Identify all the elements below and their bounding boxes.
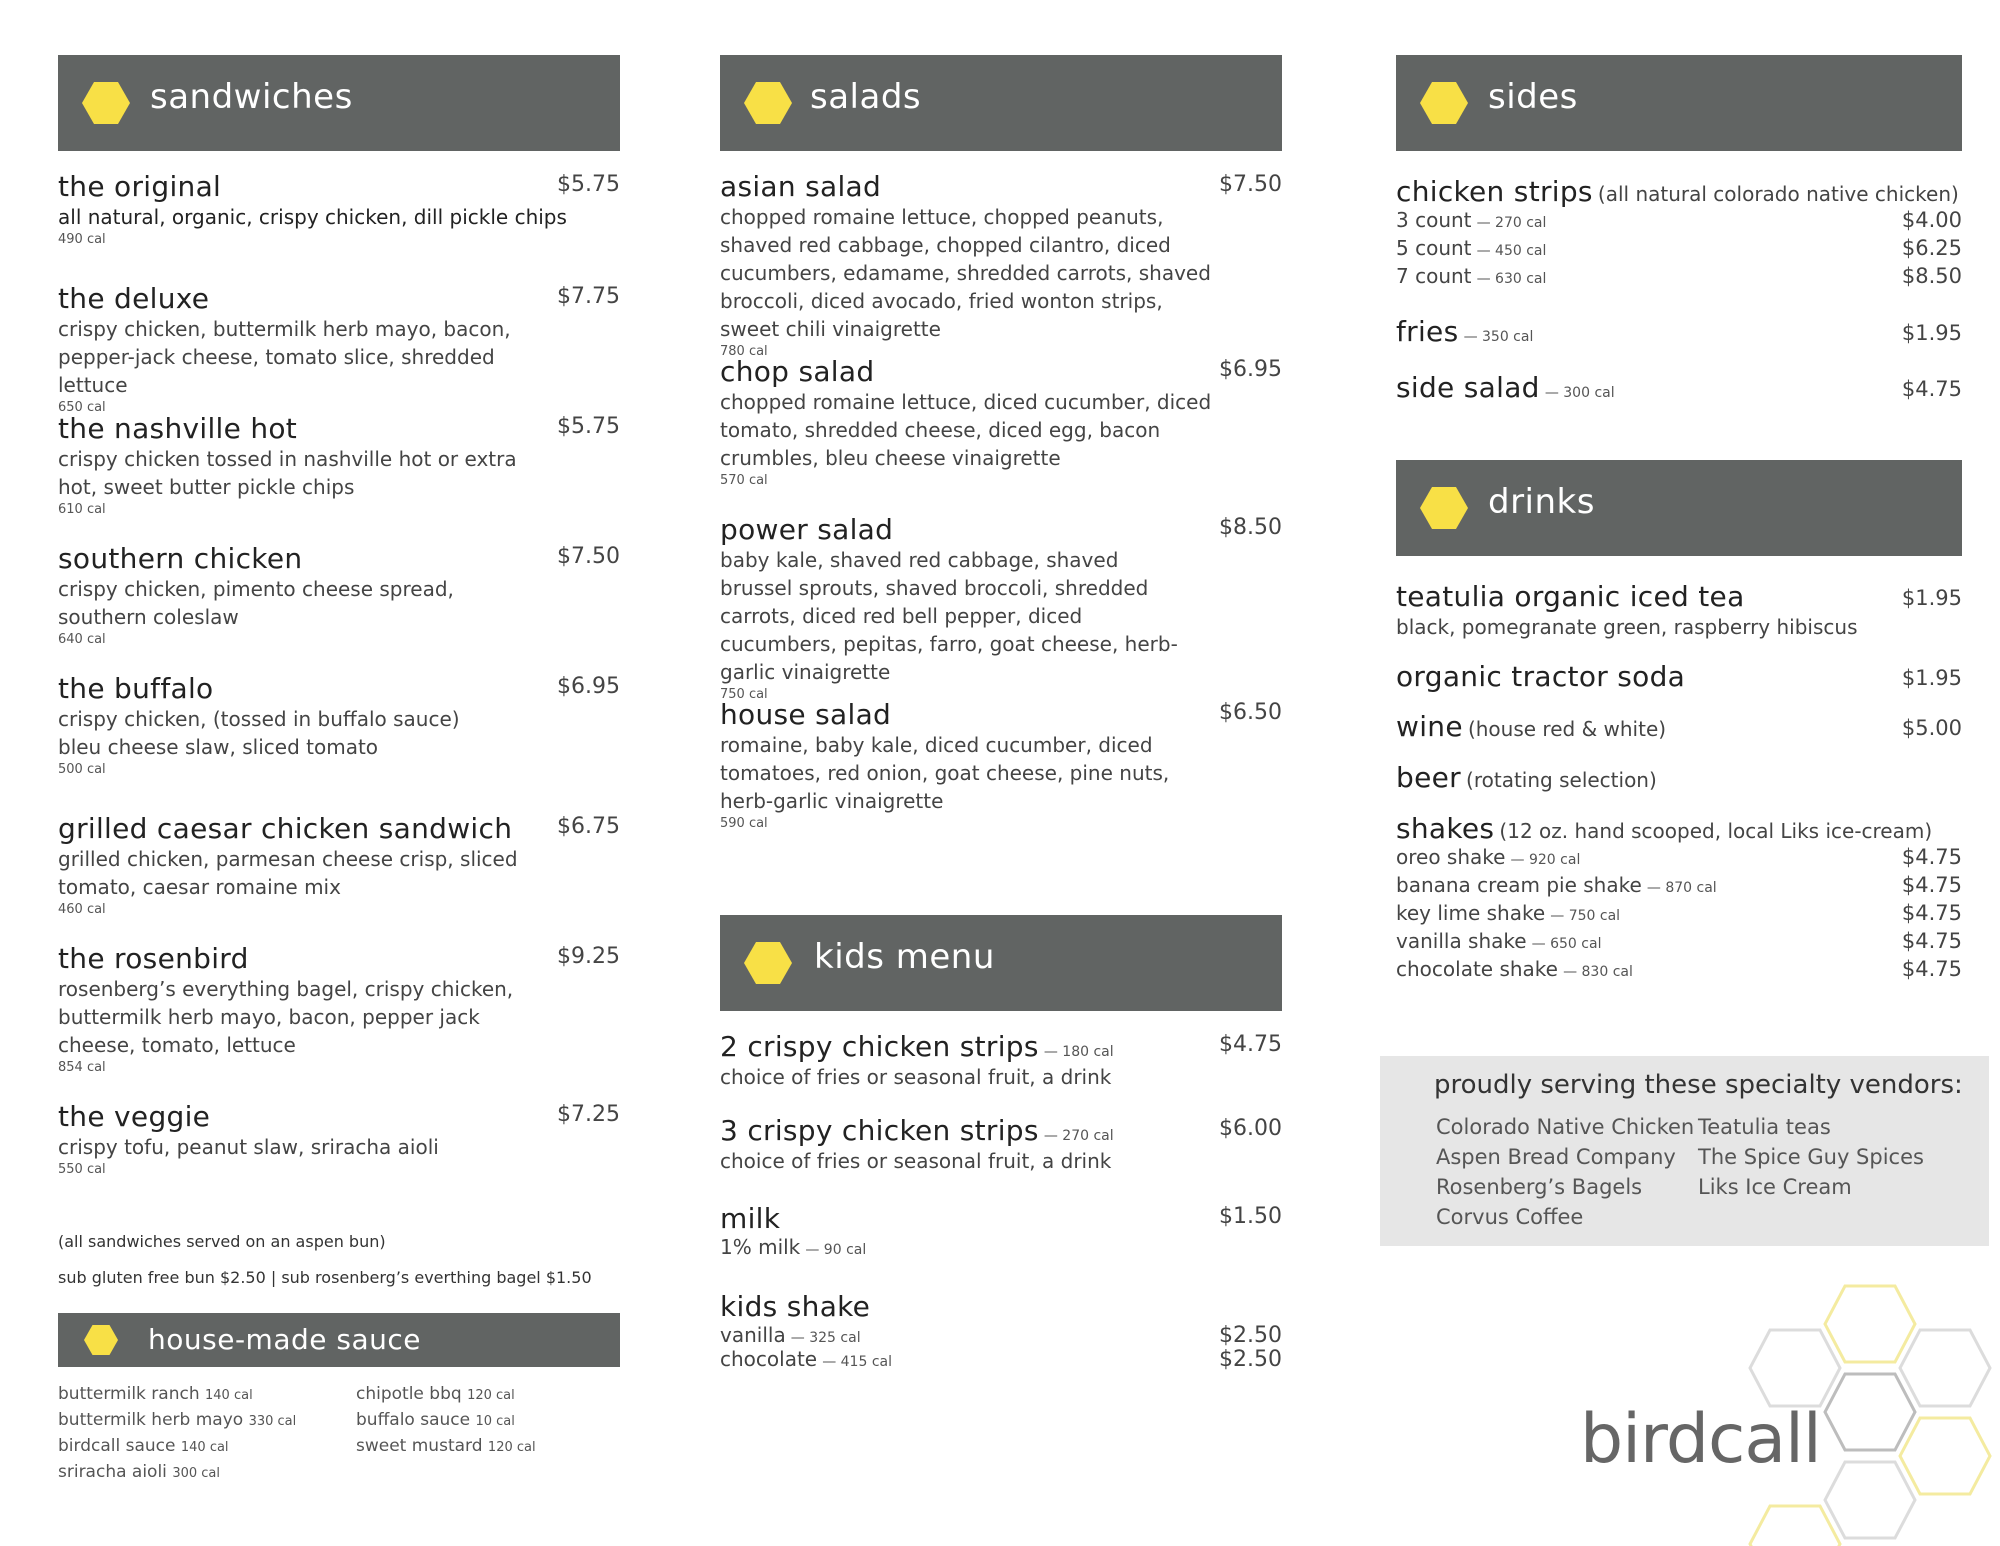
vendor-name: Teatulia teas: [1698, 1115, 1831, 1139]
sauce-item: buffalo sauce 10 cal: [356, 1410, 515, 1430]
menu-item: [58, 542, 458, 647]
item-cal: 570 cal: [720, 473, 768, 488]
menu-item: [1396, 812, 1962, 985]
item-desc: choice of fries or seasonal fruit, a drink: [720, 1065, 1112, 1089]
section-title: sandwiches: [150, 77, 353, 117]
item-name: 3 crispy chicken strips: [720, 1114, 1039, 1147]
hexagon-icon: [84, 1325, 118, 1355]
item-cal: 460 cal: [58, 902, 106, 917]
item-desc: rosenberg’s everything bagel, crispy chicken, buttermilk herb mayo, bacon, pepper jack cheese, tomato, lettuce: [58, 977, 514, 1057]
sandwiches-list: [58, 170, 620, 1220]
item-price: $4.75: [1219, 1032, 1282, 1057]
honeycomb-cell: [1825, 1374, 1915, 1450]
option-row: 5 count — 450 cal $6.25: [1396, 236, 1962, 260]
vendor-name: Rosenberg’s Bagels: [1436, 1175, 1643, 1199]
menu-item: [58, 672, 478, 777]
hexagon-icon: [744, 82, 792, 124]
item-name: the nashville hot: [58, 412, 298, 445]
item-cal: 780 cal: [720, 344, 768, 359]
menu-item: fries — 350 cal $1.95: [1396, 315, 1962, 348]
vendors-list-right: [1698, 1112, 1924, 1202]
kids-list: [720, 1030, 1282, 1390]
item-name: the buffalo: [58, 672, 214, 705]
option-row: chocolate shake — 830 cal $4.75: [1396, 957, 1962, 981]
item-name: teatulia organic iced tea: [1396, 580, 1745, 613]
item-note: (all natural colorado native chicken): [1597, 182, 1959, 206]
item-price: $6.95: [557, 674, 620, 699]
menu-item: organic tractor soda $1.95: [1396, 660, 1962, 693]
item-cal: 500 cal: [58, 762, 106, 777]
sauce-item: sweet mustard 120 cal: [356, 1436, 536, 1456]
sauce-item: birdcall sauce 140 cal: [58, 1436, 229, 1456]
menu-item: [58, 1100, 558, 1177]
sauce-item: buttermilk ranch 140 cal: [58, 1384, 253, 1404]
hexagon-icon: [1420, 487, 1468, 529]
honeycomb-cell: [1750, 1506, 1840, 1546]
item-name: house salad: [720, 698, 892, 731]
vendor-name: Aspen Bread Company: [1436, 1145, 1676, 1169]
kids-header: [720, 915, 1282, 1011]
item-desc: crispy chicken, buttermilk herb mayo, bacon, pepper-jack cheese, tomato slice, shredded lettuce: [58, 317, 511, 397]
sandwiches-header: [58, 55, 620, 151]
item-cal: 854 cal: [58, 1060, 106, 1075]
section-title: salads: [810, 77, 922, 117]
menu-item: [720, 1030, 1282, 1091]
item-price: $6.75: [557, 814, 620, 839]
honeycomb-cell: [1900, 1418, 1990, 1494]
item-name: the deluxe: [58, 282, 210, 315]
item-cal: 550 cal: [58, 1162, 106, 1177]
menu-item: [720, 1202, 1282, 1259]
honeycomb-cell: [1900, 1330, 1990, 1406]
item-price: $7.25: [557, 1102, 620, 1127]
item-name: kids shake: [720, 1290, 871, 1323]
item-price: $6.95: [1219, 357, 1282, 382]
option-row: oreo shake — 920 cal $4.75: [1396, 845, 1962, 869]
item-name: power salad: [720, 513, 894, 546]
drinks-header: [1396, 460, 1962, 556]
salads-header: [720, 55, 1282, 151]
vendor-name: Liks Ice Cream: [1698, 1175, 1852, 1199]
section-title: drinks: [1488, 482, 1595, 522]
menu-item: [58, 282, 558, 415]
item-cal: 750 cal: [720, 687, 768, 702]
hexagon-icon: [82, 82, 130, 124]
hexagon-icon: [744, 942, 792, 984]
sauce-item: chipotle bbq 120 cal: [356, 1384, 515, 1404]
menu-item: [720, 1114, 1282, 1175]
option-row: vanilla shake — 650 cal $4.75: [1396, 929, 1962, 953]
item-name: southern chicken: [58, 542, 303, 575]
drinks-list: [1396, 580, 1962, 1000]
item-desc: crispy chicken tossed in nashville hot or extra hot, sweet butter pickle chips: [58, 447, 517, 499]
item-name: asian salad: [720, 170, 882, 203]
item-price: $1.50: [1219, 1204, 1282, 1229]
item-desc: crispy chicken, pimento cheese spread, southern coleslaw: [58, 577, 454, 629]
menu-item: [720, 355, 1250, 488]
item-cal: 650 cal: [58, 400, 106, 415]
item-desc: 1% milk: [720, 1235, 801, 1259]
item-note: (12 oz. hand scooped, local Liks ice-cream): [1499, 819, 1933, 843]
option-row: banana cream pie shake — 870 cal $4.75: [1396, 873, 1962, 897]
item-desc: grilled chicken, parmesan cheese crisp, sliced tomato, caesar romaine mix: [58, 847, 518, 899]
bun-note: (all sandwiches served on an aspen bun): [58, 1232, 386, 1251]
item-name: chicken strips: [1396, 175, 1593, 208]
menu-item: [720, 513, 1190, 702]
section-title: kids menu: [814, 937, 995, 977]
item-price: $6.50: [1219, 700, 1282, 725]
item-desc: baby kale, shaved red cabbage, shaved brussel sprouts, shaved broccoli, shredded carrots, diced red bell pepper, diced cucumbers, pepitas, farro, goat cheese, herb-garlic vinaigrette: [720, 548, 1178, 684]
menu-item: [58, 170, 620, 247]
menu-item: wine (house red & white) $5.00: [1396, 710, 1962, 743]
item-price: $7.50: [557, 544, 620, 569]
item-desc: chopped romaine lettuce, diced cucumber, diced tomato, shredded cheese, diced egg, bacon crumbles, bleu cheese vinaigrette: [720, 390, 1212, 470]
item-desc: choice of fries or seasonal fruit, a drink: [720, 1149, 1112, 1173]
item-cal: 590 cal: [720, 816, 768, 831]
menu-item: [720, 698, 1170, 831]
item-price: $5.75: [557, 172, 620, 197]
item-name: the veggie: [58, 1100, 211, 1133]
menu-item: [1396, 580, 1962, 641]
honeycomb-cell: [1825, 1462, 1915, 1538]
item-cal: — 90 cal: [805, 1242, 867, 1258]
menu-item: [720, 1290, 1282, 1371]
item-price: $6.00: [1219, 1116, 1282, 1141]
menu-item: [720, 170, 1220, 359]
item-desc: chopped romaine lettuce, chopped peanuts, shaved red cabbage, chopped cilantro, diced cucumbers, edamame, shredded carrots, shaved broccoli, diced avocado, fried wonton strips, sweet chili vinaigrette: [720, 205, 1211, 341]
item-name: shakes: [1396, 812, 1495, 845]
vendors-list-left: [1436, 1112, 1694, 1232]
birdcall-logo: birdcall: [1580, 1400, 1821, 1479]
section-title: house-made sauce: [148, 1323, 421, 1356]
option-row: 7 count — 630 cal $8.50: [1396, 264, 1962, 288]
item-desc: black, pomegranate green, raspberry hibiscus: [1396, 615, 1858, 639]
item-name: milk: [720, 1202, 781, 1235]
sauce-list-left: [58, 1382, 296, 1486]
sides-list: [1396, 175, 1962, 415]
option-row: chocolate — 415 cal $2.50: [720, 1347, 1282, 1372]
salads-list: [720, 170, 1282, 850]
item-cal: 490 cal: [58, 232, 106, 247]
sides-header: [1396, 55, 1962, 151]
honeycomb-cell: [1750, 1330, 1840, 1406]
vendor-name: Corvus Coffee: [1436, 1205, 1584, 1229]
sub-note: sub gluten free bun $2.50 | sub rosenberg’s everthing bagel $1.50: [58, 1268, 592, 1287]
item-name: 2 crispy chicken strips: [720, 1030, 1039, 1063]
hexagon-icon: [1420, 82, 1468, 124]
item-cal: 640 cal: [58, 632, 106, 647]
menu-item: [1396, 175, 1962, 292]
item-name: grilled caesar chicken sandwich: [58, 812, 513, 845]
vendors-title: proudly serving these specialty vendors:: [1434, 1070, 1963, 1100]
item-desc: all natural, organic, crispy chicken, dill pickle chips: [58, 205, 567, 229]
item-name: the original: [58, 170, 222, 203]
item-cal: — 180 cal: [1043, 1044, 1114, 1060]
vendor-name: Colorado Native Chicken: [1436, 1115, 1695, 1139]
sauce-item: buttermilk herb mayo 330 cal: [58, 1410, 297, 1430]
item-cal: 610 cal: [58, 502, 106, 517]
sauce-item: sriracha aioli 300 cal: [58, 1462, 220, 1482]
sauce-header: [58, 1313, 620, 1367]
menu-item: side salad — 300 cal $4.75: [1396, 371, 1962, 404]
item-cal: — 270 cal: [1043, 1128, 1114, 1144]
item-name: chop salad: [720, 355, 875, 388]
option-row: key lime shake — 750 cal $4.75: [1396, 901, 1962, 925]
item-price: $7.75: [557, 284, 620, 309]
item-price: $5.75: [557, 414, 620, 439]
section-title: sides: [1488, 77, 1578, 117]
item-price: $7.50: [1219, 172, 1282, 197]
item-name: the rosenbird: [58, 942, 249, 975]
honeycomb-cell: [1825, 1286, 1915, 1362]
menu-item: [58, 812, 528, 917]
menu-item: beer (rotating selection): [1396, 761, 1657, 794]
item-price: $8.50: [1219, 515, 1282, 540]
menu-item: [58, 412, 558, 517]
menu-item: [58, 942, 558, 1075]
vendor-name: The Spice Guy Spices: [1698, 1145, 1924, 1169]
item-price: $9.25: [557, 944, 620, 969]
item-desc: crispy tofu, peanut slaw, sriracha aioli: [58, 1135, 439, 1159]
item-desc: romaine, baby kale, diced cucumber, diced tomatoes, red onion, goat cheese, pine nuts, herb-garlic vinaigrette: [720, 733, 1170, 813]
item-desc: crispy chicken, (tossed in buffalo sauce) bleu cheese slaw, sliced tomato: [58, 707, 460, 759]
option-row: 3 count — 270 cal $4.00: [1396, 208, 1962, 232]
vendors-box: [1380, 1056, 1989, 1246]
item-price: $1.95: [1901, 586, 1962, 610]
option-row: vanilla — 325 cal $2.50: [720, 1323, 1282, 1348]
sauce-list-right: [356, 1382, 536, 1460]
